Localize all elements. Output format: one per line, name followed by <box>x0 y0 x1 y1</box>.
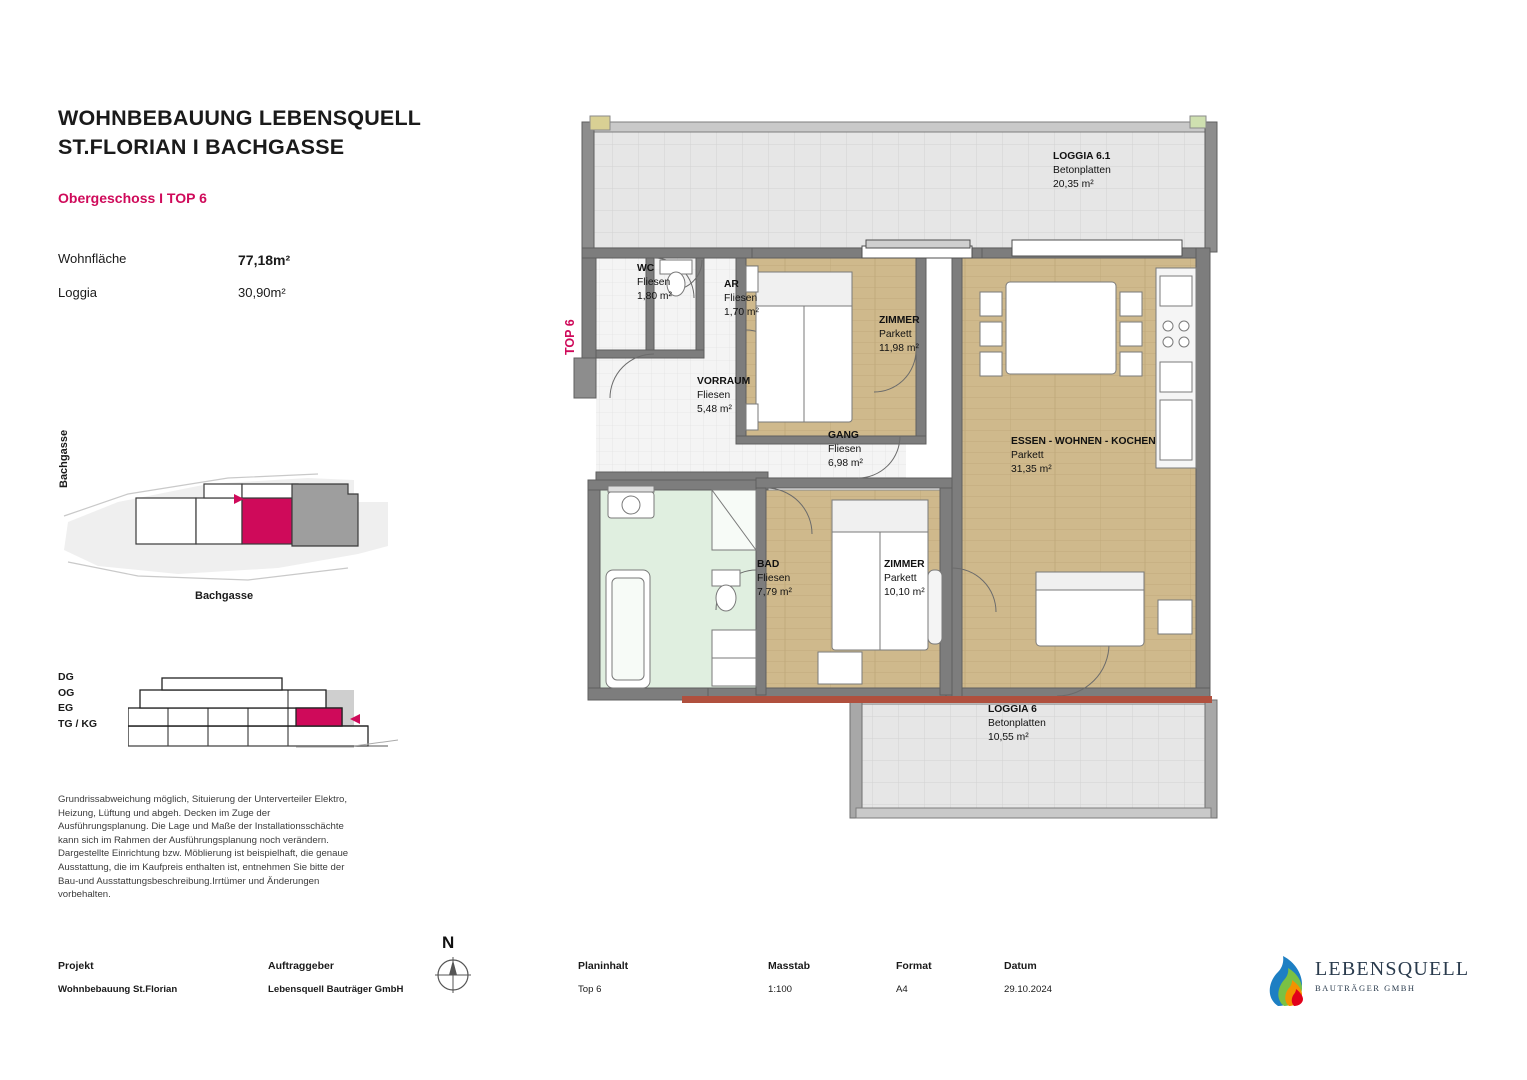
room-name: LOGGIA 6 <box>988 704 1037 715</box>
footer-auftraggeber-head: Auftraggeber <box>268 960 334 972</box>
room-area: 5,48 m² <box>697 403 732 415</box>
unit-label-top6: TOP 6 <box>563 319 577 355</box>
room-label-loggia-6 <box>988 703 1046 744</box>
footer-auftraggeber <box>268 960 403 995</box>
room-area: 31,35 m² <box>1011 463 1052 475</box>
footer-projekt-head: Projekt <box>58 960 94 972</box>
room-material: Parkett <box>1011 449 1044 461</box>
footer-masstab <box>768 960 810 995</box>
room-label-gang <box>828 429 863 470</box>
area-facts <box>58 249 388 303</box>
room-material: Parkett <box>879 328 912 340</box>
logo-text <box>1315 958 1469 993</box>
room-name: VORRAUM <box>697 376 751 387</box>
siteplan-street-bottom: Bachgasse <box>195 590 254 602</box>
footer-masstab-head: Masstab <box>768 960 811 972</box>
footer-format-value: A4 <box>896 984 908 995</box>
fact-value: 30,90m² <box>238 284 286 300</box>
footer-format-head: Format <box>896 960 932 972</box>
footer-datum <box>1004 960 1052 995</box>
building-section <box>58 672 478 762</box>
room-label-vorraum <box>697 375 750 416</box>
room-name: GANG <box>828 430 859 441</box>
room-material: Fliesen <box>724 292 758 304</box>
fact-label: Wohnfläche <box>58 251 127 267</box>
footer-planinhalt <box>578 960 628 995</box>
company-logo <box>1262 952 1472 1010</box>
fact-value: 77,18m² <box>238 252 291 269</box>
flame-icon <box>1262 954 1310 1008</box>
room-material: Fliesen <box>828 443 862 455</box>
level-labels <box>58 672 97 734</box>
footer-planinhalt-head: Planinhalt <box>578 960 629 972</box>
title-line-1: WOHNBEBAUUNG LEBENSQUELL <box>58 106 422 130</box>
logo-name: LEBENSQUELL <box>1315 958 1470 980</box>
room-label-bad <box>757 558 792 599</box>
room-area: 10,55 m² <box>988 731 1029 743</box>
logo-subtitle: BAUTRÄGER GMBH <box>1315 983 1416 993</box>
disclaimer-text: Grundrissabweichung möglich, Situierung der Unterverteiler Elektro, Heizung, Lüftung und abgeh. Decken im Zuge der Ausführungsplanung. Die Lage und Maße der Installationsschächte kann sich im Rahmen der Ausführungsplanung noch verändern. Dargestellte Einrichtung bzw. Möblierung ist beispielhaft, die genaue Ausstattung, die im Kaufpreis enthalten ist, entnehmen Sie bitte der Bau-und Ausstattungsbeschreibung.Irrtümer und Änderungen vorbehalten. <box>58 794 349 901</box>
room-area: 20,35 m² <box>1053 178 1094 190</box>
room-name: ESSEN - WOHNEN - KOCHEN <box>1011 436 1156 447</box>
fact-row <box>58 249 388 271</box>
footer-masstab-value: 1:100 <box>768 984 793 995</box>
info-panel <box>58 104 488 314</box>
footer-datum-head: Datum <box>1004 960 1037 972</box>
room-area: 6,98 m² <box>828 457 863 469</box>
footer-auftraggeber-value: Lebensquell Bauträger GmbH <box>268 984 404 995</box>
room-label-zimmer-top <box>879 314 920 355</box>
room-area: 1,70 m² <box>724 306 759 318</box>
level-og: OG <box>58 686 75 699</box>
level-dg: DG <box>58 671 74 683</box>
room-name: BAD <box>757 559 780 570</box>
room-label-ar <box>724 278 759 319</box>
room-area: 10,10 m² <box>884 586 925 598</box>
room-area: 7,79 m² <box>757 586 792 598</box>
room-material: Betonplatten <box>988 717 1046 729</box>
page-title <box>58 104 488 161</box>
room-material: Fliesen <box>697 389 731 401</box>
footer-datum-value: 29.10.2024 <box>1004 984 1053 995</box>
room-label-essen-wohnen-kochen <box>1011 435 1156 476</box>
title-line-2: ST.FLORIAN I BACHGASSE <box>58 134 345 159</box>
room-material: Fliesen <box>757 572 791 584</box>
footer-format <box>896 960 932 995</box>
footer-planinhalt-value: Top 6 <box>578 984 602 995</box>
siteplan-street-left: Bachgasse <box>58 429 70 488</box>
room-material: Fliesen <box>637 276 671 288</box>
room-name: ZIMMER <box>884 559 925 570</box>
room-name: WC <box>637 263 655 274</box>
room-material: Parkett <box>884 572 917 584</box>
fact-row <box>58 283 388 304</box>
room-name: AR <box>724 279 739 290</box>
room-label-loggia-61 <box>1053 150 1111 191</box>
room-material: Betonplatten <box>1053 164 1111 176</box>
footer-projekt <box>58 960 177 995</box>
svg-text:N: N <box>442 933 455 952</box>
floor-subtitle: Obergeschoss I TOP 6 <box>58 190 207 207</box>
room-label-wc <box>637 262 672 303</box>
room-name: LOGGIA 6.1 <box>1053 151 1111 162</box>
room-label-zimmer-bottom <box>884 558 925 599</box>
level-eg: EG <box>58 702 74 714</box>
room-name: ZIMMER <box>879 315 920 326</box>
level-tgkg: TG / KG <box>58 717 98 730</box>
footer-projekt-value: Wohnbebauung St.Florian <box>58 984 178 995</box>
fact-label: Loggia <box>58 284 98 300</box>
room-area: 1,80 m² <box>637 290 672 302</box>
room-area: 11,98 m² <box>879 342 919 354</box>
